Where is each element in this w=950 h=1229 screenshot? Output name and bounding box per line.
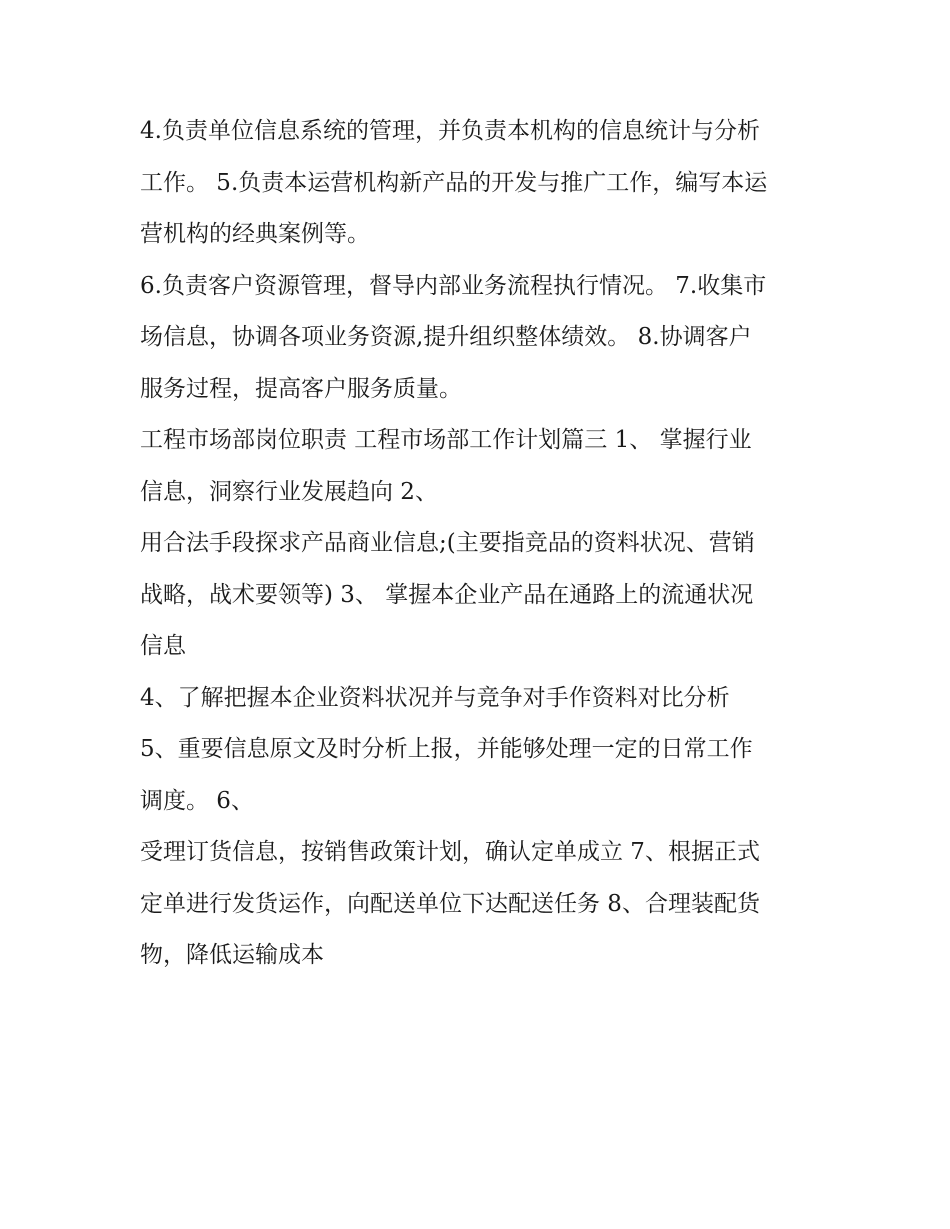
text-line: 营机构的经典案例等。 <box>140 221 370 247</box>
text-line: 工程市场部岗位职责 工程市场部工作计划篇三 1、 掌握行业 <box>140 427 752 453</box>
text-line: 场信息，协调各项业务资源,提升组织整体绩效。 8.协调客户 <box>140 324 752 350</box>
text-line: 4.负责单位信息系统的管理，并负责本机构的信息统计与分析 <box>140 118 760 144</box>
text-line: 6.负责客户资源管理，督导内部业务流程执行情况。 7.收集市 <box>140 272 767 299</box>
text-line: 用合法手段探求产品商业信息;(主要指竞品的资料状况、营销 <box>140 530 755 556</box>
document-body <box>140 106 820 982</box>
text-line: 工作。 5.负责本运营机构新产品的开发与推广工作，编写本运 <box>140 169 768 196</box>
text-line: 4、了解把握本企业资料状况并与竞争对手作资料对比分析 <box>140 684 730 711</box>
text-line: 服务过程，提高客户服务质量。 <box>140 375 462 402</box>
text-line: 信息，洞察行业发展趋向 2、 <box>140 478 438 505</box>
text-line: 物，降低运输成本 <box>140 942 324 968</box>
text-line: 受理订货信息，按销售政策计划，确认定单成立 7、根据正式 <box>140 839 760 865</box>
text-line: 5、重要信息原文及时分析上报，并能够处理一定的日常工作 <box>140 736 753 762</box>
text-line: 调度。 6、 <box>140 787 254 814</box>
text-line: 定单进行发货运作，向配送单位下达配送任务 8、合理装配货 <box>140 890 760 917</box>
text-line: 战略，战术要领等) 3、 掌握本企业产品在通路上的流通状况 <box>140 581 754 608</box>
text-line: 信息 <box>140 633 186 659</box>
